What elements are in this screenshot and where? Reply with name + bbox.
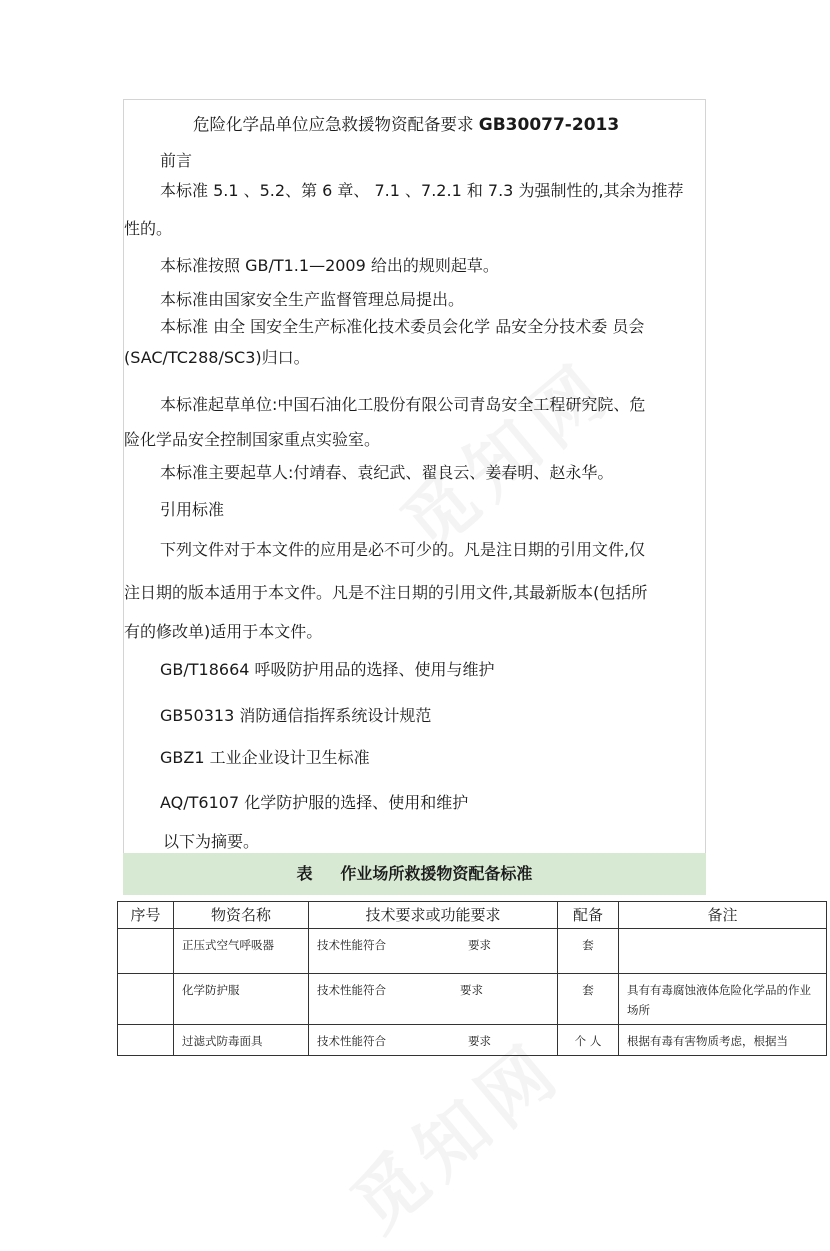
cell-note: 具有有毒腐蚀液体危险化学品的作业场所	[619, 974, 827, 1025]
table-caption-label: 表	[296, 864, 313, 883]
reference-item: GB/T18664 呼吸防护用品的选择、使用与维护	[160, 660, 495, 679]
foreword-line: 本标准 由全 国安全生产标准化技术委员会化学 品安全分技术委 员会	[160, 317, 645, 336]
cell-note	[619, 929, 827, 974]
foreword-heading: 前言	[160, 151, 193, 170]
reference-item: GB50313 消防通信指挥系统设计规范	[160, 706, 432, 725]
references-intro-line: 下列文件对于本文件的应用是必不可少的。凡是注日期的引用文件,仅	[160, 540, 646, 559]
col-header-name: 物资名称	[174, 902, 309, 929]
cell-name: 过滤式防毒面具	[174, 1025, 309, 1056]
foreword-line: 本标准起草单位:中国石油化工股份有限公司青岛安全工程研究院、危	[160, 395, 646, 414]
cell-unit: 套	[558, 929, 619, 974]
cell-name: 化学防护服	[174, 974, 309, 1025]
cell-requirement: 技术性能符合 要求	[309, 929, 558, 974]
col-header-note: 备注	[619, 902, 827, 929]
cell-no	[118, 1025, 174, 1056]
table-caption-title: 作业场所救援物资配备标准	[340, 864, 533, 883]
col-header-no: 序号	[118, 902, 174, 929]
reference-item: AQ/T6107 化学防护服的选择、使用和维护	[160, 793, 469, 812]
references-intro-line: 注日期的版本适用于本文件。凡是不注日期的引用文件,其最新版本(包括所	[124, 583, 648, 602]
cell-name: 正压式空气呼吸器	[174, 929, 309, 974]
table-caption-bar	[123, 853, 706, 895]
cell-unit: 套	[558, 974, 619, 1025]
references-intro-line: 有的修改单)适用于本文件。	[124, 622, 323, 641]
foreword-line: 本标准由国家安全生产监督管理总局提出。	[160, 290, 465, 309]
foreword-line: 性的。	[124, 219, 173, 238]
col-header-requirement: 技术要求或功能要求	[309, 902, 558, 929]
cell-no	[118, 929, 174, 974]
table-row	[118, 1025, 827, 1056]
col-header-unit: 配备	[558, 902, 619, 929]
table-row	[118, 929, 827, 974]
table-row	[118, 974, 827, 1025]
foreword-line: 险化学品安全控制国家重点实验室。	[124, 430, 381, 449]
summary-note: 以下为摘要。	[163, 832, 260, 851]
cell-note: 根据有毒有害物质考虑，根据当	[619, 1025, 827, 1056]
cell-no	[118, 974, 174, 1025]
cell-requirement: 技术性能符合 要求	[309, 974, 558, 1025]
references-heading: 引用标准	[160, 500, 225, 519]
foreword-line: 本标准 5.1 、5.2、第 6 章、 7.1 、7.2.1 和 7.3 为强制性的,其余为推荐	[160, 181, 684, 200]
cell-requirement: 技术性能符合 要求	[309, 1025, 558, 1056]
table-header-row	[118, 902, 827, 929]
reference-item: GBZ1 工业企业设计卫生标准	[160, 748, 370, 767]
foreword-line: (SAC/TC288/SC3)归口。	[124, 348, 310, 367]
supplies-table	[117, 901, 827, 1056]
foreword-line: 本标准按照 GB/T1.1—2009 给出的规则起草。	[160, 256, 499, 275]
foreword-line: 本标准主要起草人:付靖春、袁纪武、翟良云、姜春明、赵永华。	[160, 463, 614, 482]
cell-unit: 个 人	[558, 1025, 619, 1056]
document-title: 危险化学品单位应急救援物资配备要求 GB30077-2013	[193, 115, 620, 135]
document-frame	[123, 99, 706, 895]
